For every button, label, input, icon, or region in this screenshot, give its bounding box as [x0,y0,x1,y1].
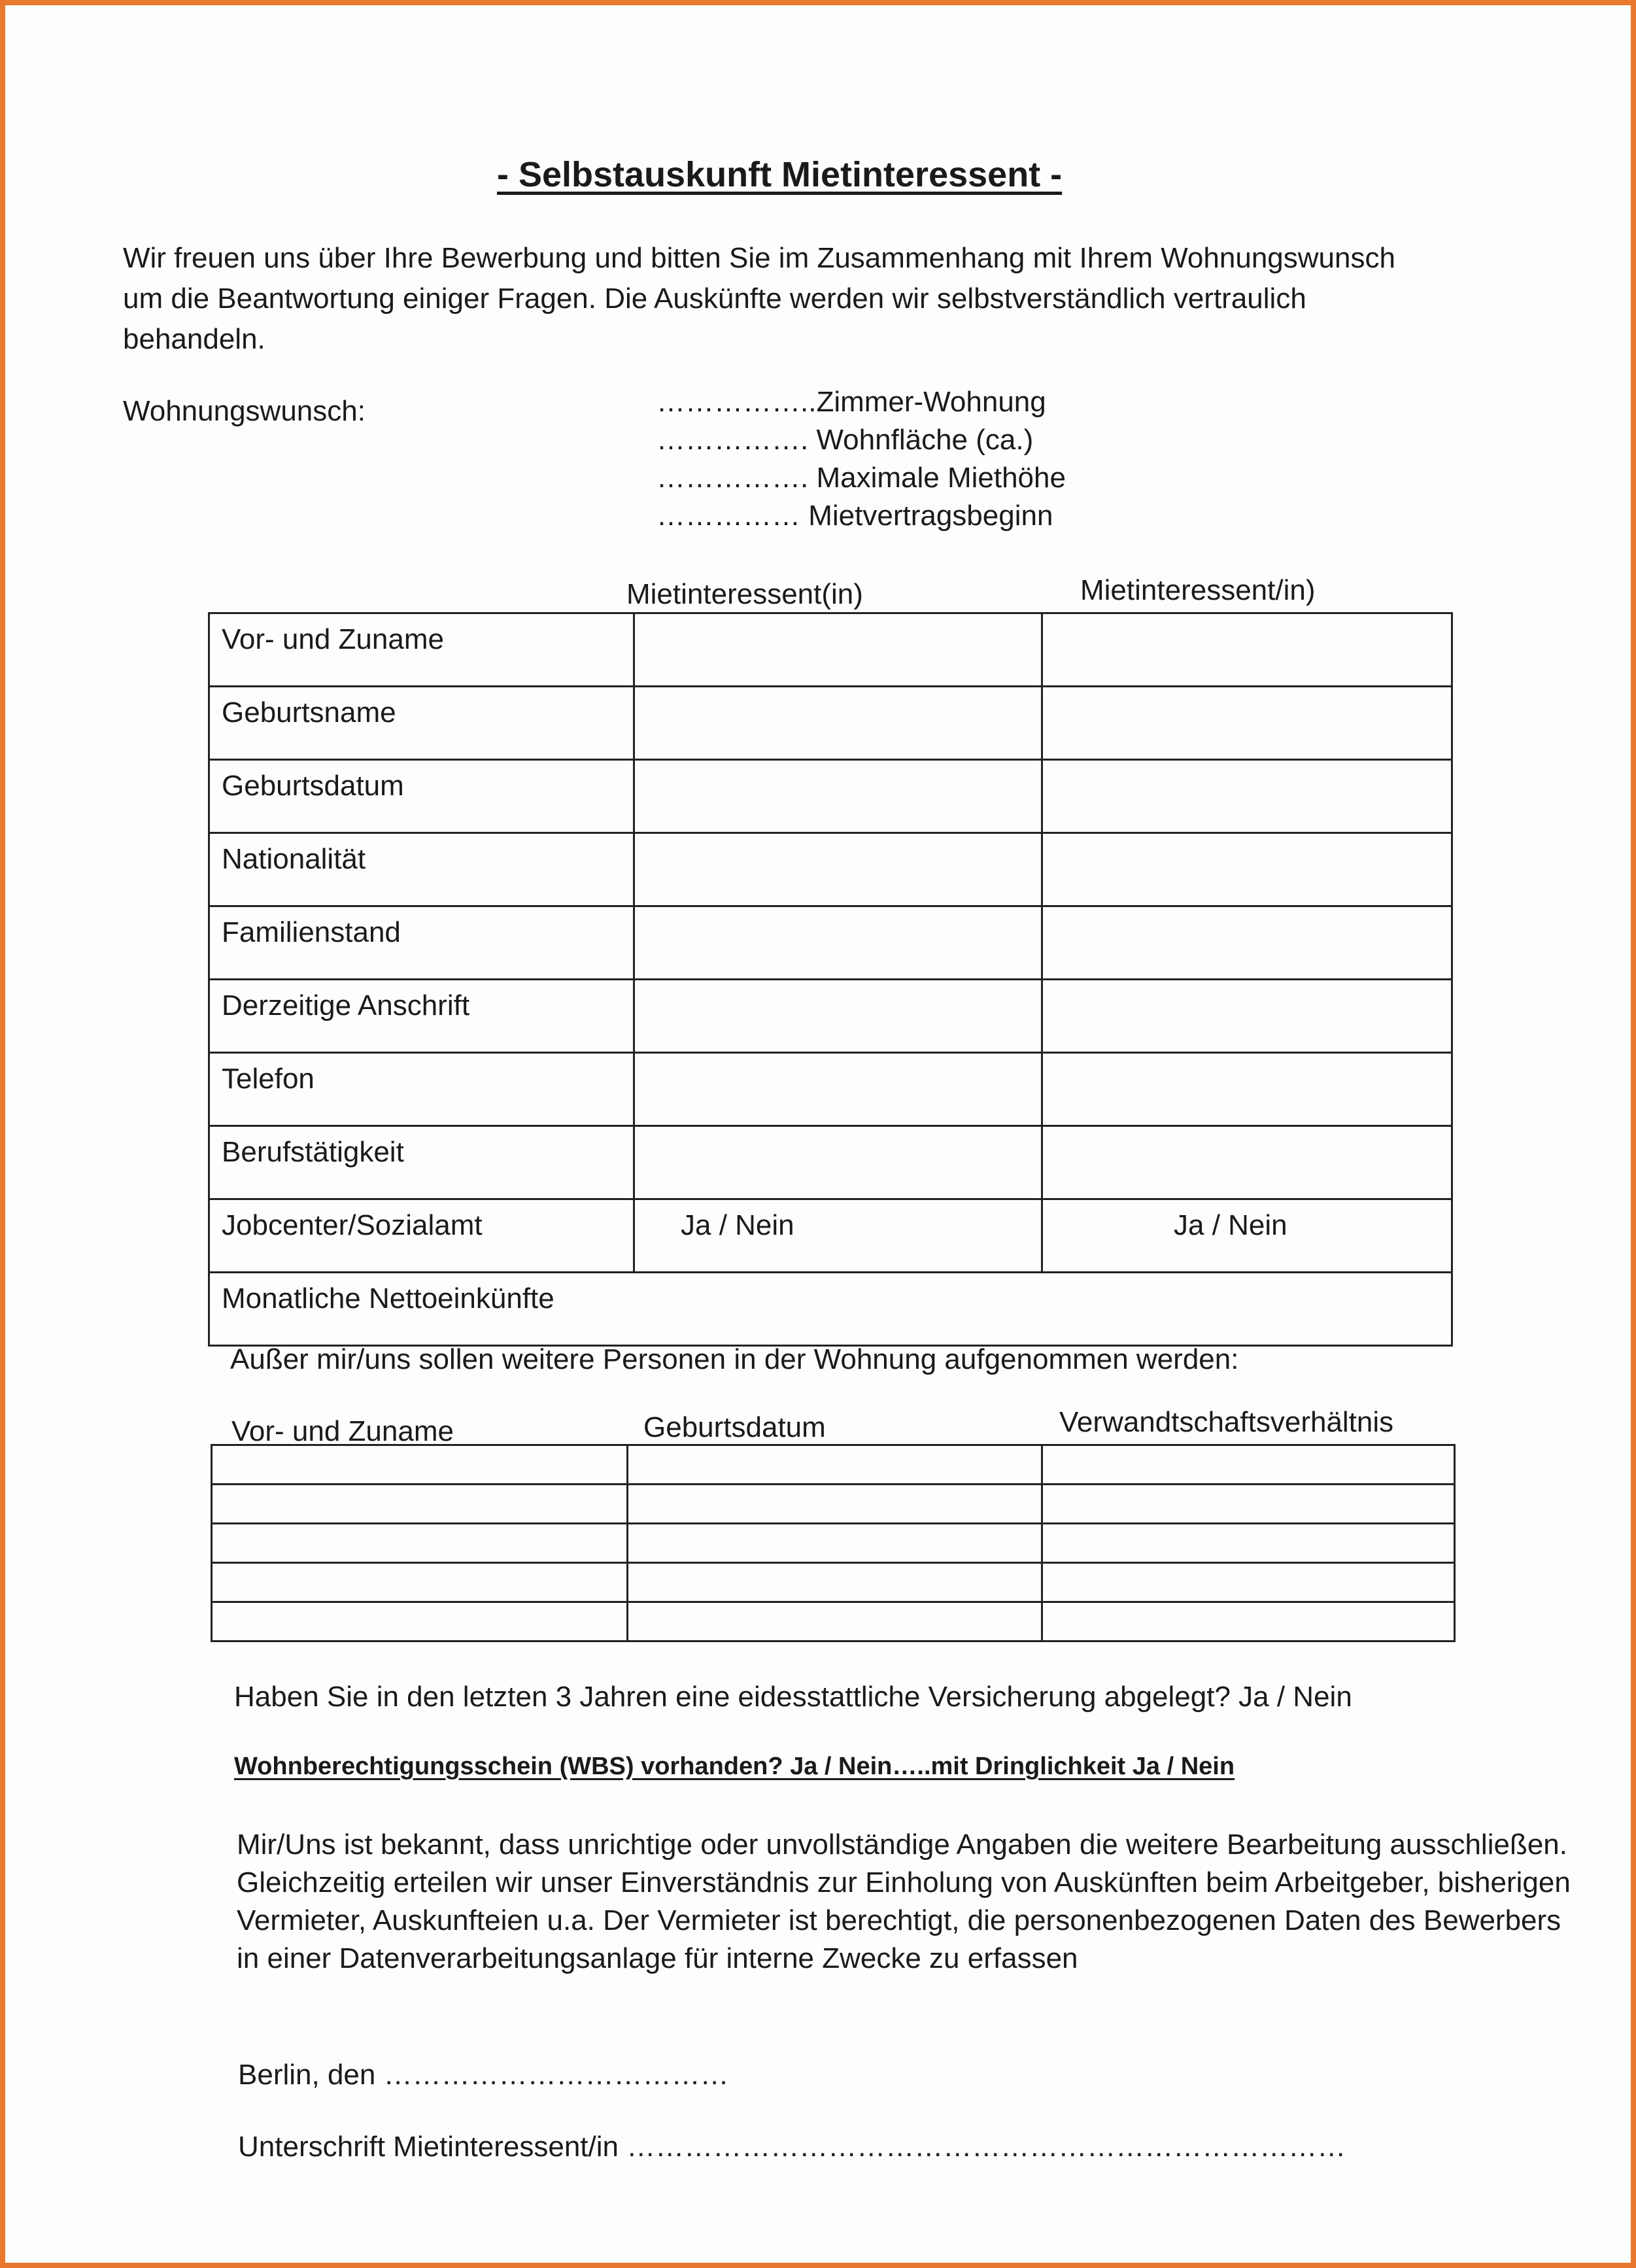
person-birthdate-cell[interactable] [628,1524,1042,1563]
applicant-1-cell[interactable] [634,1053,1042,1126]
document-page [5,5,1631,2263]
table-row [209,1126,1452,1199]
person-birthdate-cell[interactable] [628,1445,1042,1485]
table-row [209,980,1452,1053]
table-row [209,760,1452,833]
applicant-1-cell[interactable] [634,980,1042,1053]
table-row [212,1524,1455,1563]
applicant-1-cell[interactable] [634,1126,1042,1199]
apartment-wish-label: Wohnungswunsch: [123,395,366,427]
net-income-row[interactable]: Monatliche Nettoeinkünfte [209,1273,1452,1346]
table-row [209,687,1452,760]
applicant-2-cell[interactable] [1042,687,1452,760]
person-birthdate-cell[interactable] [628,1602,1042,1641]
additional-persons-table [211,1444,1456,1642]
additional-persons-note: Außer mir/uns sollen weitere Personen in der Wohnung aufgenommen werden: [230,1343,1239,1375]
person-birthdate-cell[interactable] [628,1485,1042,1524]
table-row [212,1563,1455,1602]
person-relation-cell[interactable] [1042,1602,1455,1641]
wish-rooms-field[interactable]: ……………..Zimmer-Wohnung [656,386,1046,418]
applicant-1-jobcenter-choice[interactable]: Ja / Nein [634,1199,1042,1273]
table-row [209,833,1452,906]
table-row [212,1602,1455,1641]
persons-birthdate-header: Geburtsdatum [643,1411,826,1443]
person-name-cell[interactable] [212,1524,628,1563]
affidavit-question[interactable]: Haben Sie in den letzten 3 Jahren eine eidesstattliche Versicherung abgelegt? Ja / Nein [234,1681,1352,1713]
applicant-2-header: Mietinteressent/in) [1080,574,1316,606]
person-name-cell[interactable] [212,1485,628,1524]
person-relation-cell[interactable] [1042,1485,1455,1524]
person-name-cell[interactable] [212,1602,628,1641]
row-label: Jobcenter/Sozialamt [209,1199,634,1273]
row-label: Telefon [209,1053,634,1126]
person-birthdate-cell[interactable] [628,1563,1042,1602]
intro-paragraph: Wir freuen uns über Ihre Bewerbung und bitten Sie im Zusammenhang mit Ihrem Wohnungswunsch um die Beantwortung einiger Fragen. Die Auskünfte werden wir selbstverständlich vertraulich behandeln. [123,242,1395,355]
page-title: - Selbstauskunft Mietinteressent - [497,155,1063,194]
applicant-2-cell[interactable] [1042,613,1452,687]
row-label: Berufstätigkeit [209,1126,634,1199]
table-row [209,1053,1452,1126]
applicant-1-cell[interactable] [634,906,1042,980]
applicant-2-cell[interactable] [1042,1126,1452,1199]
applicant-2-jobcenter-choice[interactable]: Ja / Nein [1042,1199,1452,1273]
table-row [212,1485,1455,1524]
applicant-1-cell[interactable] [634,687,1042,760]
applicant-2-cell[interactable] [1042,980,1452,1053]
applicant-2-cell[interactable] [1042,906,1452,980]
applicant-1-cell[interactable] [634,613,1042,687]
table-row [209,613,1452,687]
row-label: Geburtsname [209,687,634,760]
row-label: Derzeitige Anschrift [209,980,634,1053]
applicant-1-cell[interactable] [634,833,1042,906]
applicant-2-cell[interactable] [1042,833,1452,906]
table-row [209,1199,1452,1273]
person-relation-cell[interactable] [1042,1445,1455,1485]
row-label: Familienstand [209,906,634,980]
row-label: Vor- und Zuname [209,613,634,687]
applicant-2-cell[interactable] [1042,1053,1452,1126]
applicant-2-cell[interactable] [1042,760,1452,833]
apartment-wish-list [656,383,1066,535]
persons-name-header: Vor- und Zuname [231,1415,454,1447]
place-date-field[interactable]: Berlin, den ……………………………… [238,2059,729,2091]
wish-start-date-field[interactable]: …………… Mietvertragsbeginn [656,500,1053,532]
applicant-1-cell[interactable] [634,760,1042,833]
wish-area-field[interactable]: ……………. Wohnfläche (ca.) [656,424,1034,456]
person-relation-cell[interactable] [1042,1524,1455,1563]
row-label: Nationalität [209,833,634,906]
wish-max-rent-field[interactable]: ……………. Maximale Miethöhe [656,462,1066,494]
row-label: Geburtsdatum [209,760,634,833]
applicant-table [208,612,1453,1347]
person-name-cell[interactable] [212,1445,628,1485]
person-name-cell[interactable] [212,1563,628,1602]
consent-paragraph: Mir/Uns ist bekannt, dass unrichtige oder unvollständige Angaben die weitere Bearbeitung ausschließen. Gleichzeitig erteilen wir unser Einverständnis zur Einholung von Auskünften beim Arbeitgeber, bisherigen Vermieter, Auskunfteien u.a. Der Vermieter ist berechtigt, die personenbezogenen Daten des Bewerbers in einer Datenverarbeitungsanlage für interne Zwecke zu erfassen [237,1829,1571,1974]
wbs-question[interactable]: Wohnberechtigungsschein (WBS) vorhanden? Ja / Nein…..mit Dringlichkeit Ja / Nein [234,1753,1235,1780]
person-relation-cell[interactable] [1042,1563,1455,1602]
applicant-1-header: Mietinteressent(in) [626,578,863,610]
table-row [209,1273,1452,1346]
table-row [212,1445,1455,1485]
persons-relation-header: Verwandtschaftsverhältnis [1059,1406,1394,1438]
signature-field[interactable]: Unterschrift Mietinteressent/in ………………………………………………………………… [238,2131,1346,2163]
table-row [209,906,1452,980]
